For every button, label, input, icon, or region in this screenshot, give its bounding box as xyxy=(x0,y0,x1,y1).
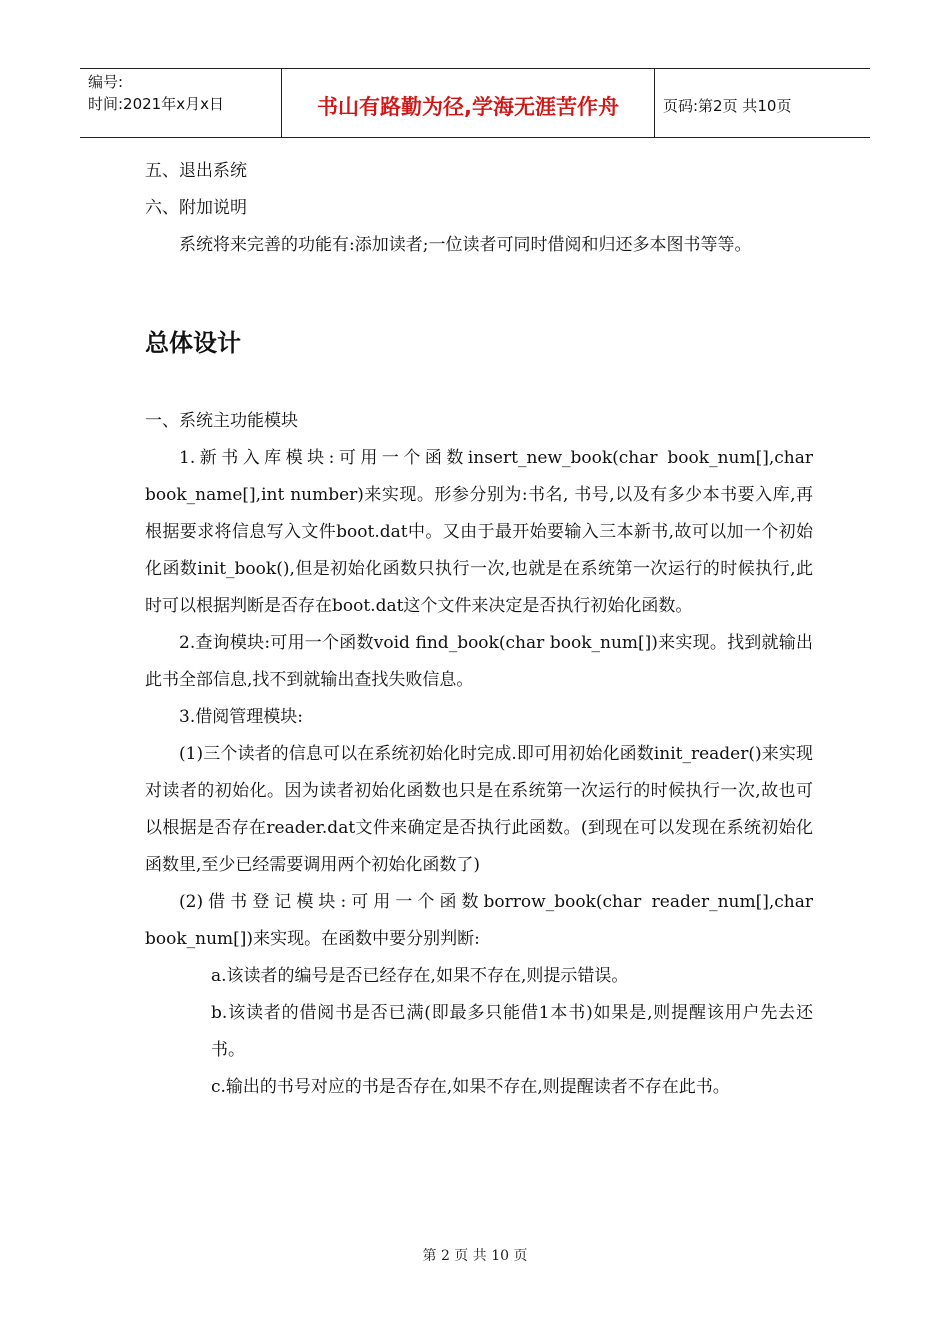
sub-item-c: c.输出的书号对应的书是否存在,如果不存在,则提醒读者不存在此书。 xyxy=(211,1077,730,1097)
number-label: 编号: xyxy=(88,73,124,91)
item-additional-notes: 六、附加说明 xyxy=(145,198,247,218)
page-header xyxy=(80,68,870,138)
sub-item-a: a.该读者的编号是否已经存在,如果不存在,则提示错误。 xyxy=(211,966,629,986)
document-body xyxy=(145,153,813,1106)
paragraph-query-module: 2.查询模块:可用一个函数void find_book(char book_num[])来实现。找到就输出此书全部信息,找不到就输出查找失败信息。 xyxy=(145,633,813,690)
section-title: 总体设计 xyxy=(145,329,241,357)
header-motto: 书山有路勤为径,学海无涯苦作舟 xyxy=(282,69,655,137)
page-footer: 第 2 页 共 10 页 xyxy=(422,1248,528,1264)
sub-item-b: b.该读者的借阅书是否已满(即最多只能借1本书)如果是,则提醒该用户先去还书。 xyxy=(211,1003,813,1060)
paragraph-new-book-module: 1.新书入库模块:可用一个函数insert_new_book(char book_num[],char book_name[],int number)来实现。形参分别为:书名, 书号,以及有多少本书要入库,再根据要求将信息写入文件boot.dat中。又由于最开始要输入三本新书,故可以加一个初始化函数init_book(),但是初始化函数只执行一次,也就是在系统第一次运行的时候执行,此时可以根据判断是否存在boot.dat这个文件来决定是否执行初始化函数。 xyxy=(145,448,813,616)
time-label: 时间:2021年x月x日 xyxy=(88,95,224,113)
item-exit-system: 五、退出系统 xyxy=(145,161,247,181)
module-heading: 一、系统主功能模块 xyxy=(145,411,298,431)
paragraph-reader-init: (1)三个读者的信息可以在系统初始化时完成.即可用初始化函数init_reader()来实现对读者的初始化。因为读者初始化函数也只是在系统第一次运行的时候执行一次,故也可以根据是否存在reader.dat文件来确定是否执行此函数。(到现在可以发现在系统初始化函数里,至少已经需要调用两个初始化函数了) xyxy=(145,744,813,875)
header-page-info: 页码:第2页 共10页 xyxy=(663,96,792,115)
header-left-cell xyxy=(80,69,282,137)
paragraph-borrow-module: 3.借阅管理模块: xyxy=(179,707,303,727)
paragraph-borrow-register: (2)借书登记模块:可用一个函数borrow_book(char reader_num[],char book_num[])来实现。在函数中要分别判断: xyxy=(145,892,813,949)
paragraph-future-features: 系统将来完善的功能有:添加读者;一位读者可同时借阅和归还多本图书等等。 xyxy=(179,235,752,255)
